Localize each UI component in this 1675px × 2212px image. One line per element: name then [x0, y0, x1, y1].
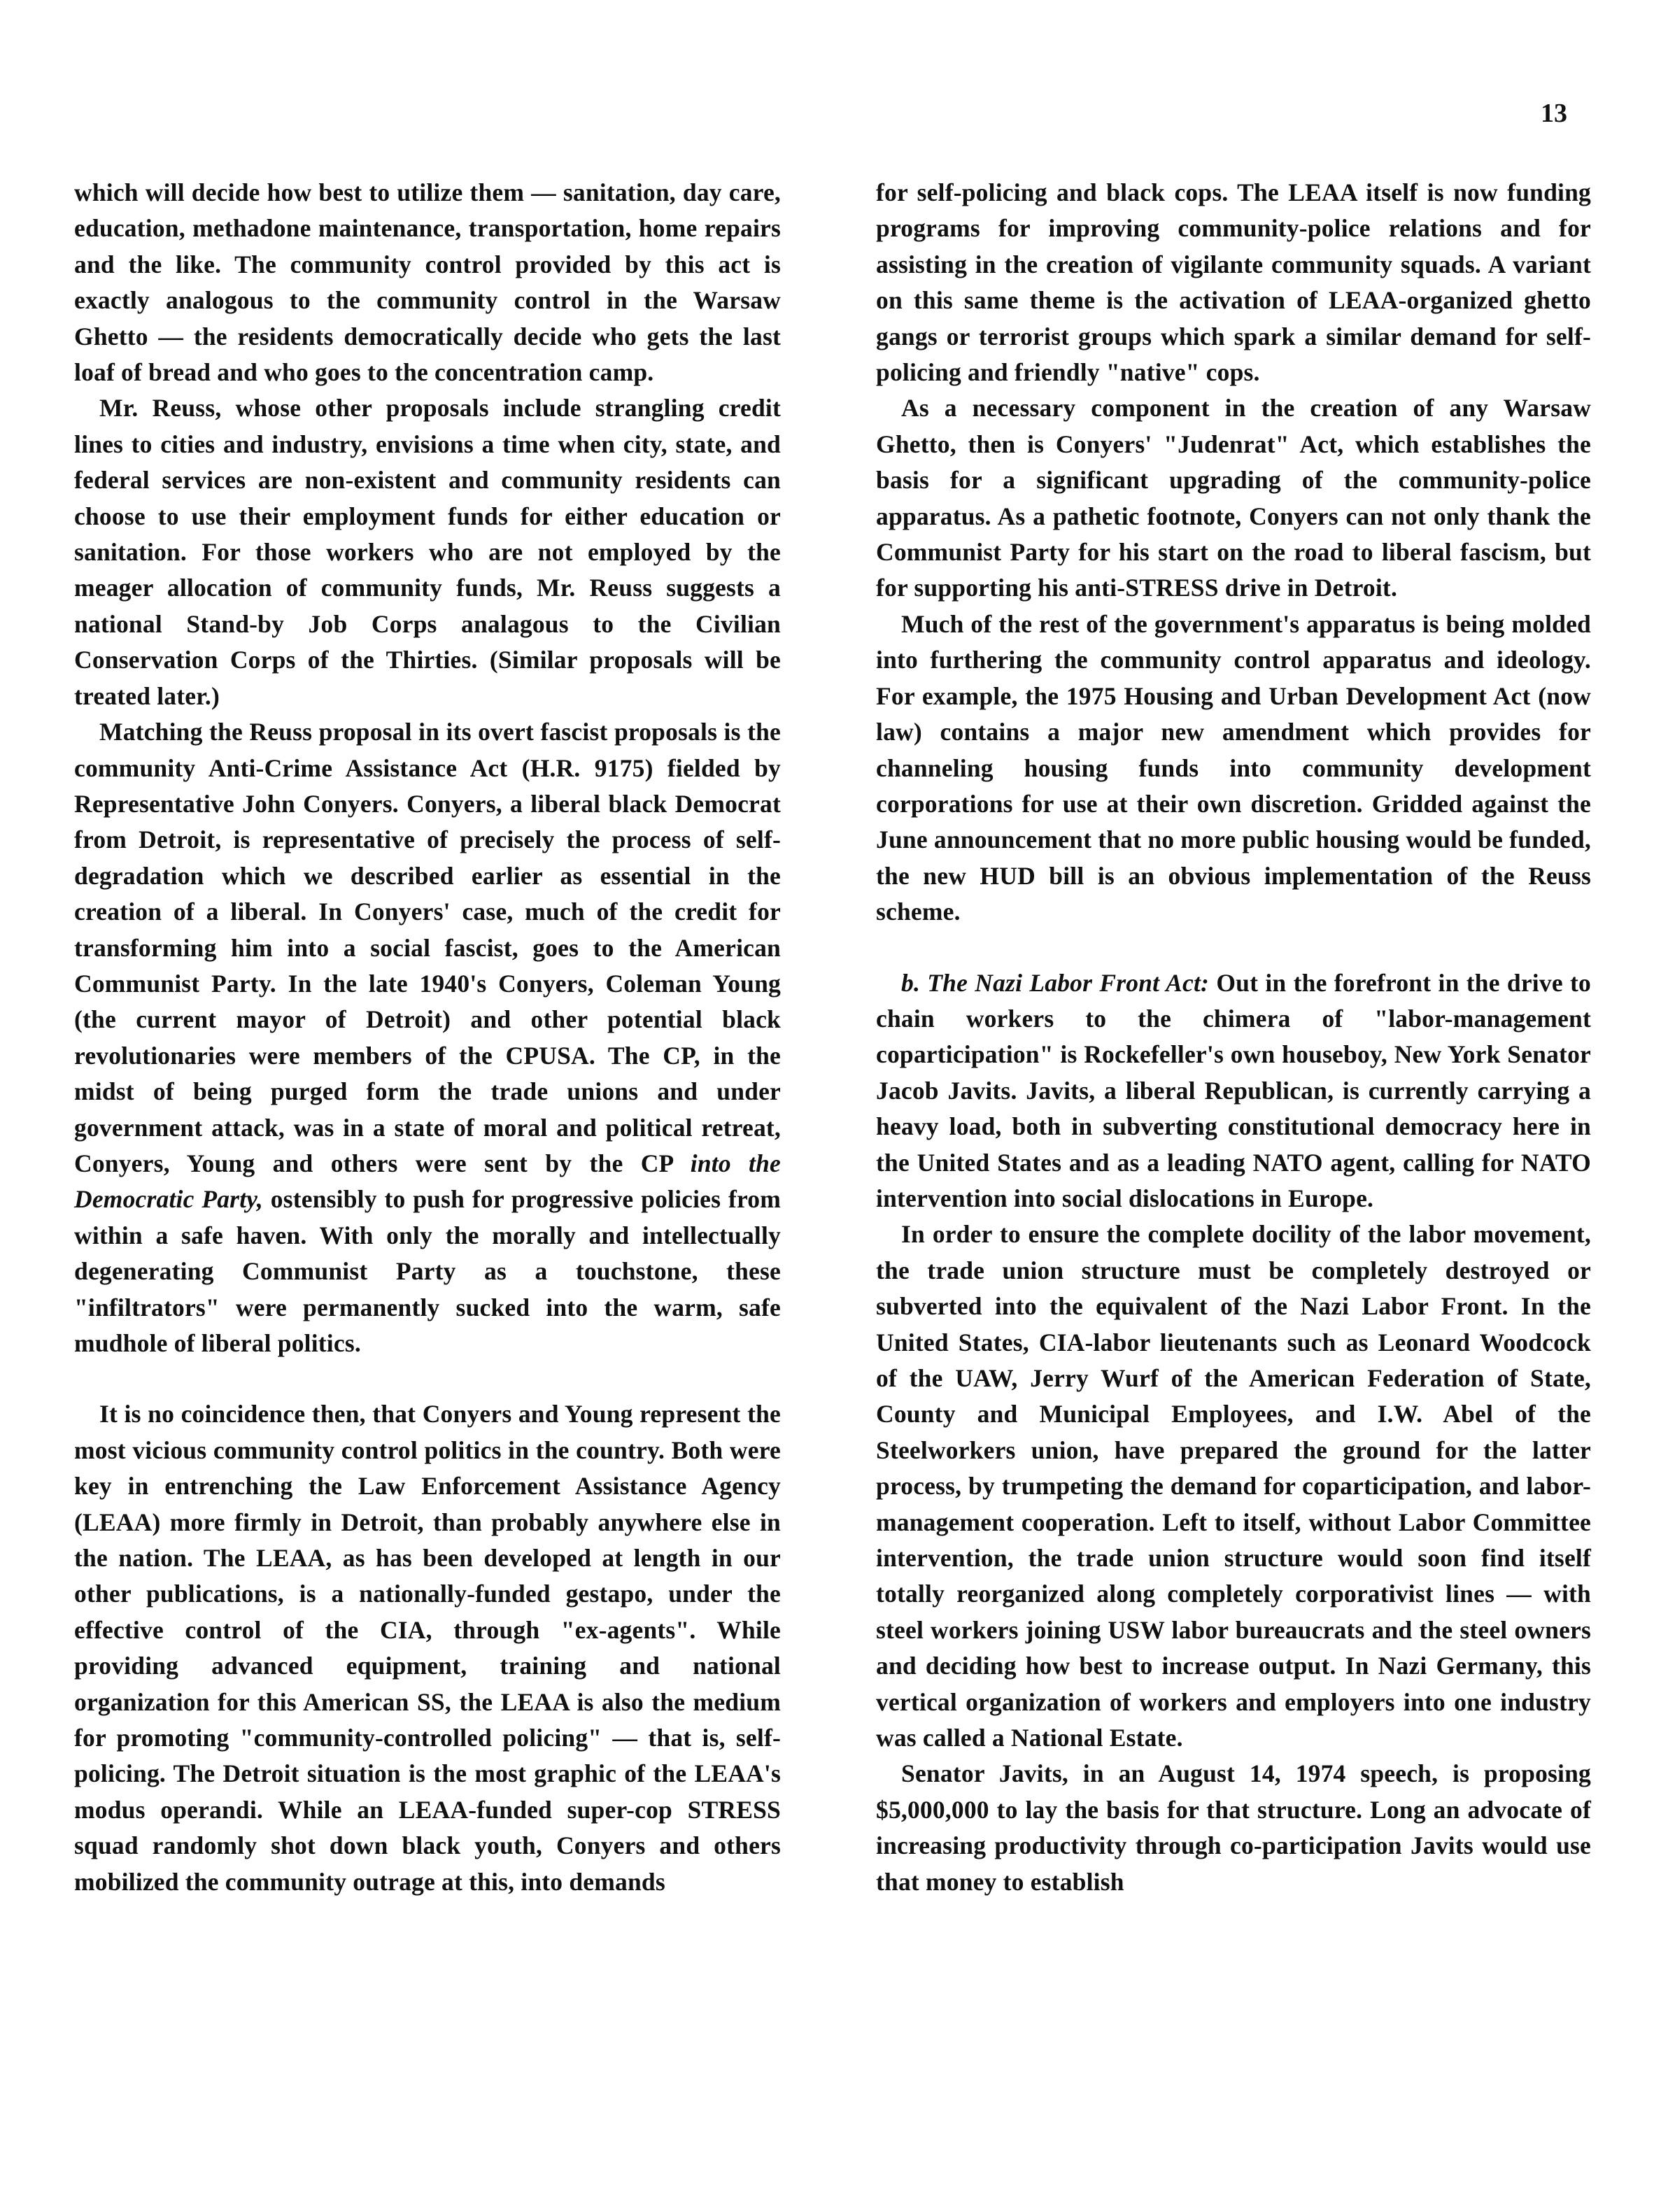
- page-number: 13: [1541, 99, 1567, 128]
- left-paragraph-3-italic: into the Democratic Party,: [74, 1149, 782, 1214]
- section-heading-nazi-labor-front-act: b. The Nazi Labor Front Act:: [901, 968, 1210, 997]
- left-paragraph-3-text-a: Matching the Reuss proposal in its overt fascist proposals is the community Anti-Crime Assistance Act (H.R. 9175) fielded by Representative John Conyers. Conyers, a liberal black Democrat from Detroit, is representative of precisely the process of self-degradation which we described earlier as essential in the creation of a liberal. In Conyers' case, much of the credit for transforming him into a social fascist, goes to the American Communist Party. In the late 1940's Conyers, Coleman Young (the current mayor of Detroit) and other potential black revolutionaries were members of the CPUSA. The CP, in the midst of being purged form the trade unions and under government attack, was in a state of moral and political retreat, Conyers, Young and others were sent by the CP: [74, 718, 781, 1177]
- right-paragraph-1: for self-policing and black cops. The LEAA itself is now funding programs for improving community-police relations and for assisting in the creation of vigilante community squads. A variant on this same theme is the activation of LEAA-organized ghetto gangs or terrorist groups which spark a similar demand for self-policing and friendly "native" cops.: [876, 178, 1591, 387]
- right-paragraph-4: [876, 965, 1591, 1217]
- left-paragraph-3: [74, 714, 781, 1361]
- left-paragraph-4: It is no coincidence then, that Conyers and Young represent the most vicious community control politics in the country. Both were key in entrenching the Law Enforcement Assistance Agency (LEAA) more firmly in Detroit, than probably anywhere else in the nation. The LEAA, as has been developed at length in our other publications, is a nationally-funded gestapo, under the effective control of the CIA, through "ex-agents". While providing advanced equipment, training and national organization for this American SS, the LEAA is also the medium for promoting "community-controlled policing" — that is, self-policing. The Detroit situation is the most graphic of the LEAA's modus operandi. While an LEAA-funded super-cop STRESS squad randomly shot down black youth, Conyers and others mobilized the community outrage at this, into demands: [74, 1400, 781, 1896]
- right-paragraph-6: Senator Javits, in an August 14, 1974 speech, is proposing $5,000,000 to lay the basis for that structure. Long an advocate of increasing productivity through co-participation Javits would use that money to establish: [876, 1759, 1591, 1896]
- right-column: [876, 175, 1591, 1900]
- right-paragraph-2: As a necessary component in the creation of any Warsaw Ghetto, then is Conyers' "Judenrat" Act, which establishes the basis for a significant upgrading of the community-police apparatus. As a pathetic footnote, Conyers can not only thank the Communist Party for his start on the road to liberal fascism, but for supporting his anti-STRESS drive in Detroit.: [876, 394, 1591, 602]
- right-paragraph-5: In order to ensure the complete docility of the labor movement, the trade union structure must be completely destroyed or subverted into the equivalent of the Nazi Labor Front. In the United States, CIA-labor lieutenants such as Leonard Woodcock of the UAW, Jerry Wurf of the American Federation of State, County and Municipal Employees, and I.W. Abel of the Steelworkers union, have prepared the ground for the latter process, by trumpeting the demand for coparticipation, and labor-management cooperation. Left to itself, without Labor Committee intervention, the trade union structure would soon find itself totally reorganized along completely corporativist lines — with steel workers joining USW labor bureaucrats and the steel owners and deciding how best to increase output. In Nazi Germany, this vertical organization of workers and employers into one industry was called a National Estate.: [876, 1220, 1591, 1752]
- left-paragraph-3-text-b: ostensibly to push for progressive policies from within a safe haven. With only the morally and intellectually degenerating Communist Party as a touchstone, these "infiltrators" were permanently sucked into the warm, safe mudhole of liberal politics.: [74, 1185, 781, 1357]
- right-paragraph-3: Much of the rest of the government's apparatus is being molded into furthering the community control apparatus and ideology. For example, the 1975 Housing and Urban Development Act (now law) contains a major new amendment which provides for channeling housing funds into community development corporations for use at their own discretion. Gridded against the June announcement that no more public housing would be funded, the new HUD bill is an obvious implementation of the Reuss scheme.: [876, 609, 1591, 926]
- right-paragraph-4-body: Out in the forefront in the drive to chain workers to the chimera of "labor-management coparticipation" is Rockefeller's own houseboy, New York Senator Jacob Javits. Javits, a liberal Republican, is currently carrying a heavy load, both in subverting constitutional democracy here in the United States and as a leading NATO agent, calling for NATO intervention into social dislocations in Europe.: [876, 968, 1591, 1212]
- left-paragraph-2: Mr. Reuss, whose other proposals include strangling credit lines to cities and industry, envisions a time when city, state, and federal services are non-existent and community residents can choose to use their employment funds for either education or sanitation. For those workers who are not employed by the meager allocation of community funds, Mr. Reuss suggests a national Stand-by Job Corps analagous to the Civilian Conservation Corps of the Thirties. (Similar proposals will be treated later.): [74, 394, 781, 710]
- left-paragraph-1: which will decide how best to utilize them — sanitation, day care, education, methadone maintenance, transportation, home repairs and the like. The community control provided by this act is exactly analogous to the community control in the Warsaw Ghetto — the residents democratically decide who gets the last loaf of bread and who goes to the concentration camp.: [74, 178, 781, 387]
- left-column: [74, 175, 781, 1900]
